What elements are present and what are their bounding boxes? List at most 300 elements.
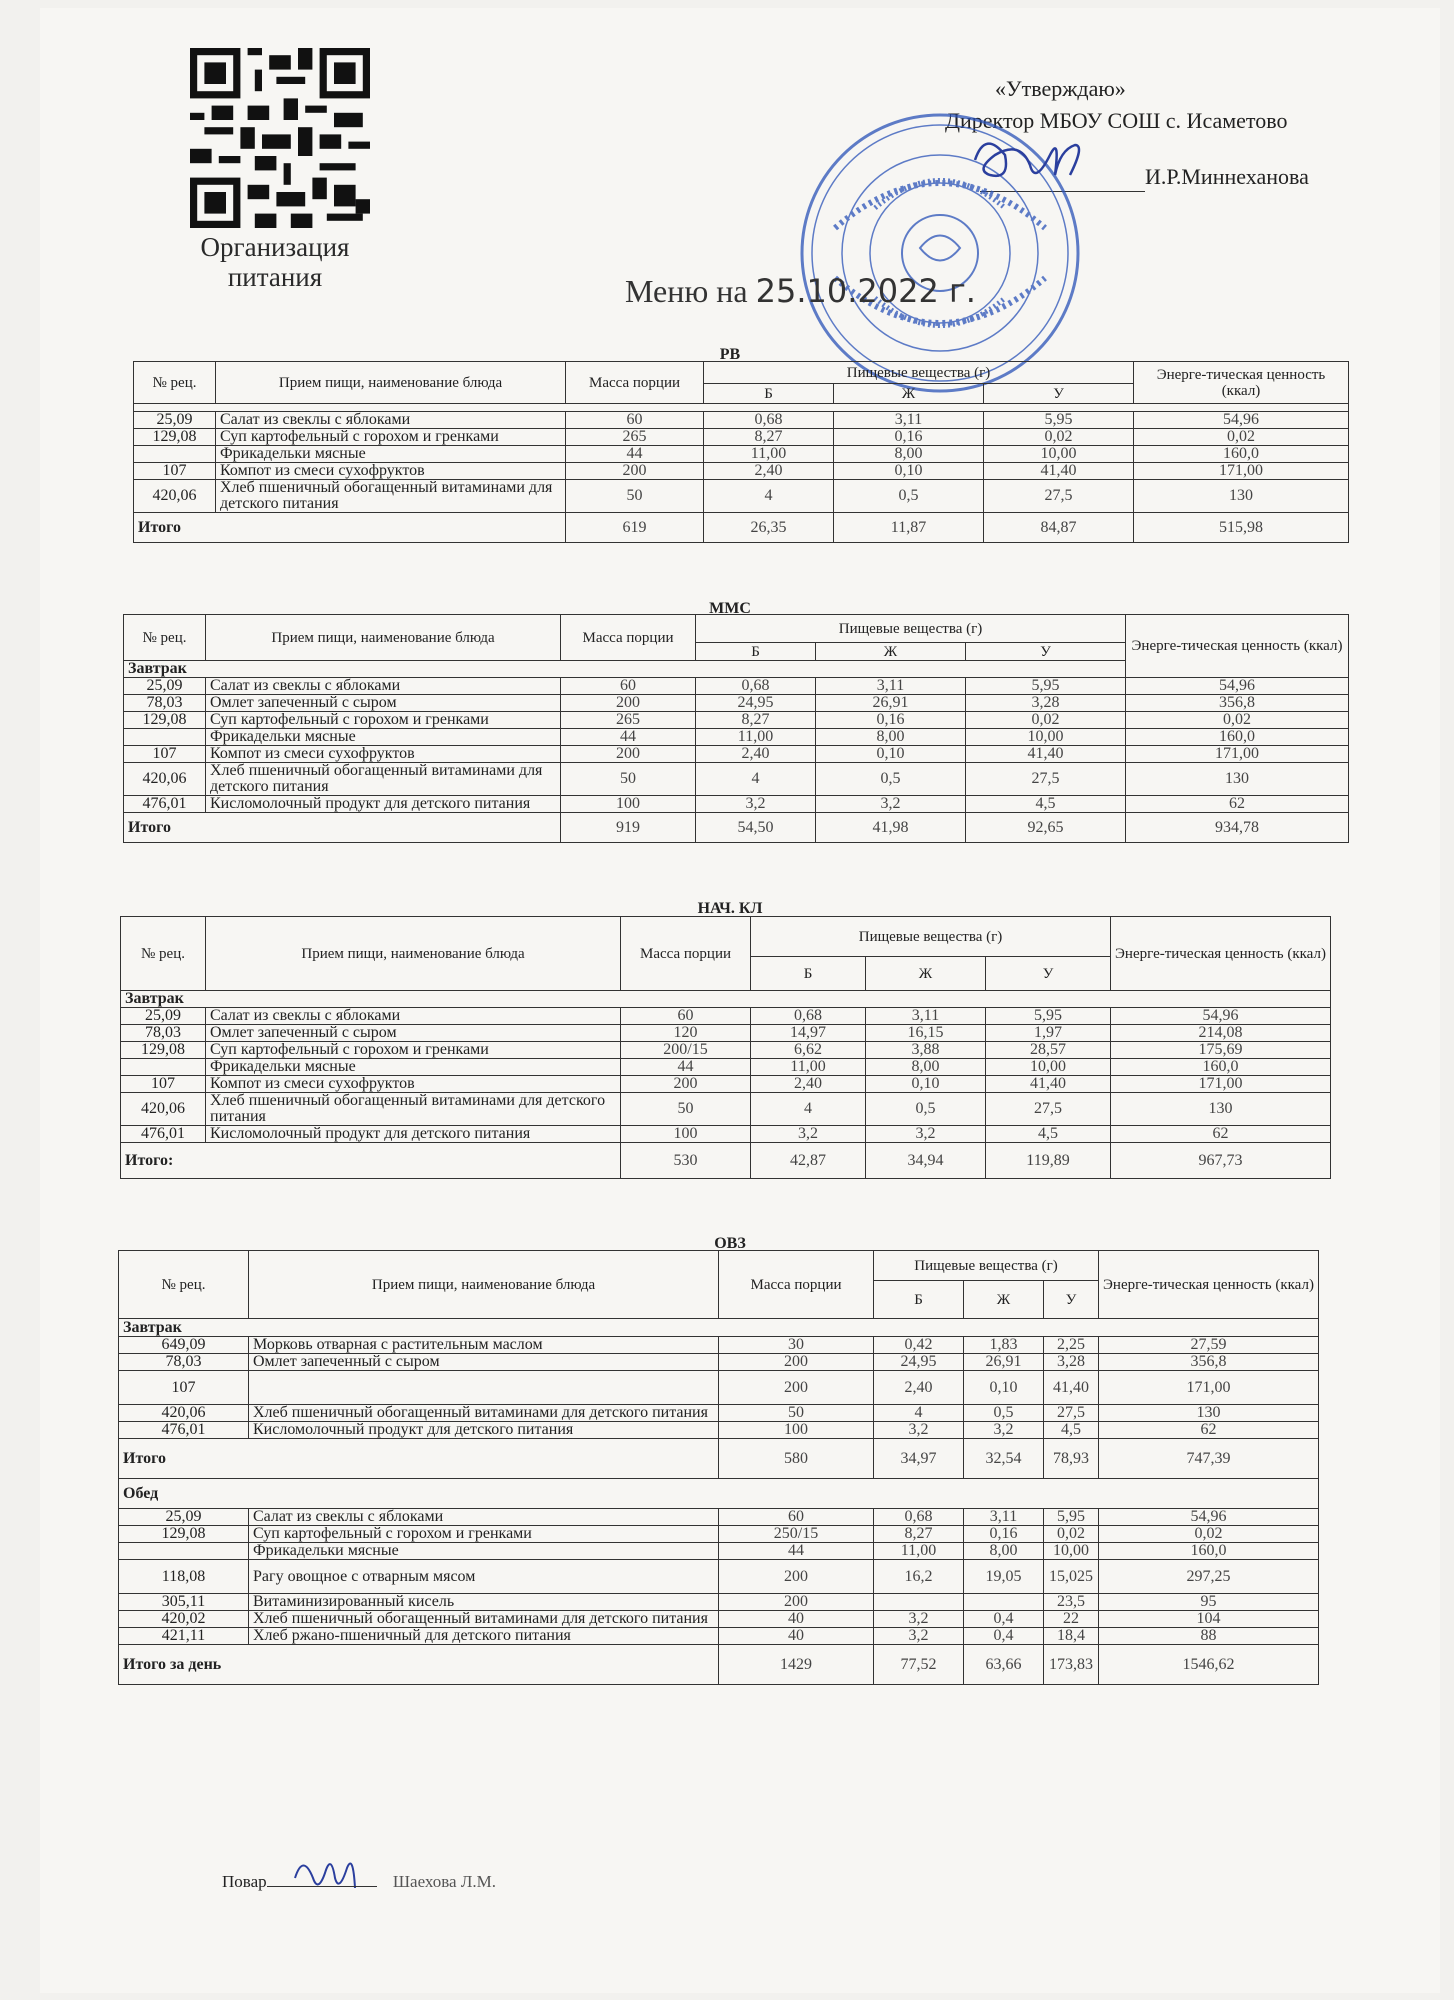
menu-table-nach-kl: № рец. Прием пищи, наименование блюда Масса порции Пищевые вещества (г) Энерге-тическая ценность (ккал) Б Ж У Завтрак 25,09 Салат из свеклы с яблоками 60 0,68 3,11 5,95 54,96 78,03 Омлет запеченный с сыром 120 14,97 16,15 1,97 214,08 129,08 Суп картофельный с горохом и гренками 200/15 6,62 3,88 28,57 175,69 Фрикадельки мясные 44 11,00 8,00 10,00 160,0 107 Компот из смеси сухофруктов 200 2,40 0,10 41,40 171,00 420,06 Хлеб пшеничный обогащенный витаминами для детского питания 50 4 0,5 27,5 130 476,01 Кисломолочный продукт для детского питания 100 3,2 3,2 4,5 62 Итого: 530 42,87 34,94 119,89 967,73 <box>120 916 1331 1179</box>
table-cell: 2,40 <box>874 1371 964 1405</box>
table-cell: 515,98 <box>1134 513 1349 543</box>
table-cell: Омлет запеченный с сыром <box>206 1025 621 1042</box>
menu-table-mms: № рец. Прием пищи, наименование блюда Масса порции Пищевые вещества (г) Энерге-тическая ценность (ккал) Б Ж У Завтрак 25,09 Салат из свеклы с яблоками 60 0,68 3,11 5,95 54,96 78,03 Омлет запеченный с сыром 200 24,95 26,91 3,28 356,8 129,08 Суп картофельный с горохом и гренками 265 8,27 0,16 0,02 0,02 Фрикадельки мясные 44 11,00 8,00 10,00 160,0 107 Компот из смеси сухофруктов 200 2,40 0,10 41,40 171,00 420,06 Хлеб пшеничный обогащенный витаминами для детского питания 50 4 0,5 27,5 130 476,01 Кисломолочный продукт для детского питания 100 3,2 3,2 4,5 62 Итого 919 54,50 41,98 92,65 934,78 <box>123 614 1349 843</box>
table-cell: 160,0 <box>1126 729 1349 746</box>
table-cell: 63,66 <box>964 1645 1044 1685</box>
total-row <box>121 1143 1331 1179</box>
table-row <box>121 1059 1331 1076</box>
table-cell: 476,01 <box>121 1126 206 1143</box>
table-cell: 18,4 <box>1044 1628 1099 1645</box>
table-cell: 129,08 <box>124 712 206 729</box>
table-cell: Хлеб ржано-пшеничный для детского питания <box>249 1628 719 1645</box>
table-cell: 0,5 <box>866 1093 986 1126</box>
table-cell: 34,97 <box>874 1439 964 1479</box>
table-cell: 200 <box>621 1076 751 1093</box>
table-cell: 3,11 <box>964 1509 1044 1526</box>
table-cell: 265 <box>561 712 696 729</box>
table-cell: 11,00 <box>751 1059 866 1076</box>
table-cell: 0,68 <box>704 412 834 429</box>
table-row <box>119 1543 1319 1560</box>
table-cell: 8,00 <box>964 1543 1044 1560</box>
table-cell: Хлеб пшеничный обогащенный витаминами для детского питания <box>249 1405 719 1422</box>
menu-title-label: Меню на <box>625 273 748 309</box>
table-cell: 200 <box>719 1594 874 1611</box>
table-row <box>124 796 1349 813</box>
table-row <box>134 463 1349 480</box>
table-cell: 107 <box>124 746 206 763</box>
table-cell: 0,10 <box>964 1371 1044 1405</box>
table-cell: 2,40 <box>751 1076 866 1093</box>
cook-name: Шаехова Л.М. <box>392 1872 496 1891</box>
table-cell: 129,08 <box>121 1042 206 1059</box>
table-cell: 171,00 <box>1134 463 1349 480</box>
table-row <box>119 1628 1319 1645</box>
total-row <box>124 813 1349 843</box>
table-cell: 1,83 <box>964 1337 1044 1354</box>
meal-label: Завтрак <box>124 661 1126 678</box>
table-row <box>121 1093 1331 1126</box>
table-cell: 118,08 <box>119 1560 249 1594</box>
table-cell: 10,00 <box>984 446 1134 463</box>
table-row <box>119 1611 1319 1628</box>
table-cell: 476,01 <box>124 796 206 813</box>
table-cell: 100 <box>621 1126 751 1143</box>
table-cell: 100 <box>719 1422 874 1439</box>
table-row <box>119 1560 1319 1594</box>
approve-heading: «Утверждаю» <box>995 76 1126 101</box>
table-cell: 305,11 <box>119 1594 249 1611</box>
table-cell <box>134 446 216 463</box>
table-cell: 8,00 <box>816 729 966 746</box>
table-cell: 3,2 <box>751 1126 866 1143</box>
table-cell: Омлет запеченный с сыром <box>249 1354 719 1371</box>
table-cell: 4 <box>696 763 816 796</box>
table-cell: Салат из свеклы с яблоками <box>206 1008 621 1025</box>
table-cell: 26,91 <box>816 695 966 712</box>
table-cell: Кисломолочный продукт для детского питания <box>249 1422 719 1439</box>
table-cell: 11,87 <box>834 513 984 543</box>
table-cell: 5,95 <box>986 1008 1111 1025</box>
table-row <box>119 1371 1319 1405</box>
table-cell: 27,5 <box>986 1093 1111 1126</box>
table-cell: 1,97 <box>986 1025 1111 1042</box>
table-cell: 41,98 <box>816 813 966 843</box>
meal-label: Завтрак <box>119 1319 1319 1337</box>
table-cell: 62 <box>1111 1126 1331 1143</box>
table-cell: 3,2 <box>816 796 966 813</box>
table-cell: 129,08 <box>134 429 216 446</box>
table-cell: 175,69 <box>1111 1042 1331 1059</box>
section-title-mms: ММС <box>709 600 751 617</box>
table-cell: 1429 <box>719 1645 874 1685</box>
table-cell: Итого: <box>121 1143 621 1179</box>
table-cell: 25,09 <box>134 412 216 429</box>
table-cell: 0,68 <box>696 678 816 695</box>
table-cell: 42,87 <box>751 1143 866 1179</box>
table-cell: Итого <box>134 513 566 543</box>
table-cell: 0,16 <box>816 712 966 729</box>
table-cell: 41,40 <box>986 1076 1111 1093</box>
table-cell: 4,5 <box>966 796 1126 813</box>
table-cell: 4 <box>874 1405 964 1422</box>
table-cell: Хлеб пшеничный обогащенный витаминами для детского питания <box>249 1611 719 1628</box>
table-cell: 25,09 <box>119 1509 249 1526</box>
table-cell: 580 <box>719 1439 874 1479</box>
table-cell: 967,73 <box>1111 1143 1331 1179</box>
table-cell: 8,00 <box>834 446 984 463</box>
table-cell: 54,96 <box>1099 1509 1319 1526</box>
table-cell: Салат из свеклы с яблоками <box>206 678 561 695</box>
table-cell: 30 <box>719 1337 874 1354</box>
table-cell: 0,02 <box>1099 1526 1319 1543</box>
table-cell: 0,5 <box>834 480 984 513</box>
table-cell: 160,0 <box>1134 446 1349 463</box>
table-cell: 6,62 <box>751 1042 866 1059</box>
table-row <box>134 446 1349 463</box>
table-row <box>124 729 1349 746</box>
table-row <box>119 1526 1319 1543</box>
table-cell: 8,27 <box>696 712 816 729</box>
table-cell: 3,11 <box>816 678 966 695</box>
table-cell: 54,96 <box>1126 678 1349 695</box>
table-cell: 25,09 <box>124 678 206 695</box>
table-row <box>124 746 1349 763</box>
table-cell: 129,08 <box>119 1526 249 1543</box>
table-cell: 214,08 <box>1111 1025 1331 1042</box>
table-cell: 11,00 <box>704 446 834 463</box>
table-cell: 3,28 <box>1044 1354 1099 1371</box>
table-cell: 530 <box>621 1143 751 1179</box>
table-cell <box>124 729 206 746</box>
table-cell: 44 <box>561 729 696 746</box>
total-row <box>134 513 1349 543</box>
table-cell: 120 <box>621 1025 751 1042</box>
table-cell: 88 <box>1099 1628 1319 1645</box>
table-cell: 0,4 <box>964 1628 1044 1645</box>
table-cell: 14,97 <box>751 1025 866 1042</box>
table-cell: 919 <box>561 813 696 843</box>
table-cell: 5,95 <box>966 678 1126 695</box>
table-cell: 649,09 <box>119 1337 249 1354</box>
table-row <box>119 1509 1319 1526</box>
approve-position: Директор МБОУ СОШ с. Исаметово <box>945 108 1288 133</box>
table-cell: 62 <box>1099 1422 1319 1439</box>
table-cell: 104 <box>1099 1611 1319 1628</box>
table-cell: 10,00 <box>1044 1543 1099 1560</box>
table-cell: 0,5 <box>816 763 966 796</box>
table-cell: 119,89 <box>986 1143 1111 1179</box>
table-cell: 54,50 <box>696 813 816 843</box>
table-cell: 62 <box>1126 796 1349 813</box>
table-cell: 4,5 <box>986 1126 1111 1143</box>
table-cell: 44 <box>621 1059 751 1076</box>
table-cell: 54,96 <box>1111 1008 1331 1025</box>
table-row <box>124 695 1349 712</box>
table-cell: Суп картофельный с горохом и гренками <box>216 429 566 446</box>
table-cell: Фрикадельки мясные <box>206 729 561 746</box>
table-cell: Морковь отварная с растительным маслом <box>249 1337 719 1354</box>
table-cell: 0,68 <box>751 1008 866 1025</box>
table-cell: 0,42 <box>874 1337 964 1354</box>
table-cell: 24,95 <box>874 1354 964 1371</box>
table-cell: 26,35 <box>704 513 834 543</box>
table-cell: 2,40 <box>704 463 834 480</box>
table-cell: Суп картофельный с горохом и гренками <box>206 712 561 729</box>
table-cell: 3,2 <box>696 796 816 813</box>
table-cell: 8,27 <box>874 1526 964 1543</box>
table-row <box>121 1126 1331 1143</box>
table-cell: 26,91 <box>964 1354 1044 1371</box>
director-name: И.Р.Миннеханова <box>1145 164 1309 189</box>
col-b: Б <box>704 384 834 404</box>
organization-label: Организация питания <box>200 232 350 292</box>
table-cell: 200 <box>719 1354 874 1371</box>
table-cell: 200/15 <box>621 1042 751 1059</box>
table-row <box>134 412 1349 429</box>
table-row <box>119 1337 1319 1354</box>
table-cell: 130 <box>1134 480 1349 513</box>
table-cell: 11,00 <box>696 729 816 746</box>
table-cell: Фрикадельки мясные <box>216 446 566 463</box>
table-cell: 27,5 <box>984 480 1134 513</box>
table-cell: 27,5 <box>966 763 1126 796</box>
table-cell: 130 <box>1126 763 1349 796</box>
director-signature <box>960 120 1100 210</box>
table-cell: 41,40 <box>984 463 1134 480</box>
table-cell: Хлеб пшеничный обогащенный витаминами для детского питания <box>206 1093 621 1126</box>
table-cell: 420,06 <box>121 1093 206 1126</box>
col-u: У <box>984 384 1134 404</box>
table-cell: Итого <box>124 813 561 843</box>
table-cell: 3,28 <box>966 695 1126 712</box>
table-cell: 41,40 <box>966 746 1126 763</box>
table-cell: Компот из смеси сухофруктов <box>216 463 566 480</box>
table-cell: 107 <box>134 463 216 480</box>
table-cell: 11,00 <box>874 1543 964 1560</box>
table-cell: 3,2 <box>874 1611 964 1628</box>
table-cell: 8,00 <box>866 1059 986 1076</box>
table-cell <box>964 1594 1044 1611</box>
table-cell: 2,40 <box>696 746 816 763</box>
table-cell: 3,2 <box>964 1422 1044 1439</box>
table-row <box>119 1405 1319 1422</box>
table-cell: 92,65 <box>966 813 1126 843</box>
table-cell: 0,16 <box>964 1526 1044 1543</box>
menu-title <box>625 272 976 310</box>
table-cell: 0,02 <box>966 712 1126 729</box>
table-row <box>121 1025 1331 1042</box>
table-cell: 265 <box>566 429 704 446</box>
table-cell: 0,68 <box>874 1509 964 1526</box>
table-row <box>119 1354 1319 1371</box>
table-cell: Хлеб пшеничный обогащенный витаминами для детского питания <box>216 480 566 513</box>
col-dish: Прием пищи, наименование блюда <box>216 362 566 404</box>
table-cell: 421,11 <box>119 1628 249 1645</box>
table-cell: 28,57 <box>986 1042 1111 1059</box>
col-energy: Энерге-тическая ценность (ккал) <box>1134 362 1349 404</box>
table-cell: 356,8 <box>1099 1354 1319 1371</box>
table-cell: 78,93 <box>1044 1439 1099 1479</box>
table-cell: 160,0 <box>1099 1543 1319 1560</box>
table-cell: 0,02 <box>984 429 1134 446</box>
table-cell: Кисломолочный продукт для детского питания <box>206 796 561 813</box>
table-cell: 0,5 <box>964 1405 1044 1422</box>
table-cell: Рагу овощное с отварным мясом <box>249 1560 719 1594</box>
table-cell: Суп картофельный с горохом и гренками <box>206 1042 621 1059</box>
col-code: № рец. <box>134 362 216 404</box>
table-cell: 19,05 <box>964 1560 1044 1594</box>
table-cell: 171,00 <box>1099 1371 1319 1405</box>
table-cell: 107 <box>119 1371 249 1405</box>
table-cell: 934,78 <box>1126 813 1349 843</box>
table-cell <box>874 1594 964 1611</box>
table-cell: 10,00 <box>986 1059 1111 1076</box>
table-cell: 200 <box>561 695 696 712</box>
table-cell: 171,00 <box>1111 1076 1331 1093</box>
table-cell: 3,88 <box>866 1042 986 1059</box>
table-cell: 200 <box>719 1371 874 1405</box>
table-cell: Итого <box>119 1439 719 1479</box>
table-row <box>119 1422 1319 1439</box>
table-cell: 200 <box>561 746 696 763</box>
menu-date: 25.10.2022 г. <box>755 272 976 310</box>
table-cell: 0,4 <box>964 1611 1044 1628</box>
table-cell: 100 <box>561 796 696 813</box>
table-cell: 5,95 <box>1044 1509 1099 1526</box>
qr-code <box>190 48 370 228</box>
table-cell: 78,03 <box>121 1025 206 1042</box>
table-cell: 34,94 <box>866 1143 986 1179</box>
table-cell: 60 <box>621 1008 751 1025</box>
table-cell: 160,0 <box>1111 1059 1331 1076</box>
table-cell: 4,5 <box>1044 1422 1099 1439</box>
table-cell: Витаминизированный кисель <box>249 1594 719 1611</box>
table-cell: 8,27 <box>704 429 834 446</box>
table-cell: 50 <box>561 763 696 796</box>
table-cell: 60 <box>561 678 696 695</box>
table-cell: 171,00 <box>1126 746 1349 763</box>
table-cell: 130 <box>1111 1093 1331 1126</box>
table-cell: 1546,62 <box>1099 1645 1319 1685</box>
table-cell: 40 <box>719 1628 874 1645</box>
table-cell: Компот из смеси сухофруктов <box>206 746 561 763</box>
total-row <box>119 1439 1319 1479</box>
table-cell: Кисломолочный продукт для детского питания <box>206 1126 621 1143</box>
table-cell: 200 <box>719 1560 874 1594</box>
menu-table-rv <box>133 361 1349 543</box>
table-cell: Фрикадельки мясные <box>249 1543 719 1560</box>
table-row <box>134 429 1349 446</box>
table-row <box>121 1042 1331 1059</box>
table-cell: 54,96 <box>1134 412 1349 429</box>
table-cell: Хлеб пшеничный обогащенный витаминами для детского питания <box>206 763 561 796</box>
table-row <box>121 1076 1331 1093</box>
table-cell: 0,02 <box>1126 712 1349 729</box>
table-cell: 3,2 <box>866 1126 986 1143</box>
cook-label: Повар <box>222 1872 267 1891</box>
table-cell: 77,52 <box>874 1645 964 1685</box>
table-cell: 2,25 <box>1044 1337 1099 1354</box>
table-cell: 3,11 <box>834 412 984 429</box>
table-cell: 95 <box>1099 1594 1319 1611</box>
section-title-ovz: ОВЗ <box>714 1235 746 1252</box>
table-cell: 16,15 <box>866 1025 986 1042</box>
table-cell: 84,87 <box>984 513 1134 543</box>
table-cell: 0,10 <box>834 463 984 480</box>
table-cell: 297,25 <box>1099 1560 1319 1594</box>
table-cell: 476,01 <box>119 1422 249 1439</box>
lunch-label: Обед <box>119 1479 1319 1509</box>
table-cell <box>121 1059 206 1076</box>
table-cell: 130 <box>1099 1405 1319 1422</box>
section-title-nach-kl: НАЧ. КЛ <box>697 900 763 917</box>
table-cell <box>119 1543 249 1560</box>
table-cell: Итого за день <box>119 1645 719 1685</box>
table-cell: 747,39 <box>1099 1439 1319 1479</box>
table-cell: 420,02 <box>119 1611 249 1628</box>
table-cell: 0,10 <box>816 746 966 763</box>
table-cell: 15,025 <box>1044 1560 1099 1594</box>
table-cell: 27,59 <box>1099 1337 1319 1354</box>
table-cell: 10,00 <box>966 729 1126 746</box>
table-cell: 41,40 <box>1044 1371 1099 1405</box>
meal-label: Завтрак <box>121 991 1331 1008</box>
table-cell: 173,83 <box>1044 1645 1099 1685</box>
col-nutrients: Пищевые вещества (г) <box>704 362 1134 384</box>
table-row <box>119 1594 1319 1611</box>
table-cell: 0,02 <box>1044 1526 1099 1543</box>
section-title-rv: РВ <box>719 346 741 363</box>
table-cell: 356,8 <box>1126 695 1349 712</box>
table-cell: 5,95 <box>984 412 1134 429</box>
table-cell: 44 <box>719 1543 874 1560</box>
table-cell: 40 <box>719 1611 874 1628</box>
table-row <box>121 1008 1331 1025</box>
table-cell: Суп картофельный с горохом и гренками <box>249 1526 719 1543</box>
table-row <box>134 480 1349 513</box>
table-cell: Фрикадельки мясные <box>206 1059 621 1076</box>
table-row <box>124 678 1349 695</box>
table-cell <box>249 1371 719 1405</box>
table-cell: 25,09 <box>121 1008 206 1025</box>
table-cell: 50 <box>719 1405 874 1422</box>
table-cell: Омлет запеченный с сыром <box>206 695 561 712</box>
col-mass: Масса порции <box>566 362 704 404</box>
table-cell: 3,2 <box>874 1628 964 1645</box>
table-cell: 0,16 <box>834 429 984 446</box>
table-cell: 420,06 <box>124 763 206 796</box>
table-cell: 32,54 <box>964 1439 1044 1479</box>
table-cell: 250/15 <box>719 1526 874 1543</box>
table-cell: 4 <box>704 480 834 513</box>
table-cell: 50 <box>566 480 704 513</box>
footer <box>222 1872 496 1892</box>
table-cell: 200 <box>566 463 704 480</box>
table-cell: 420,06 <box>119 1405 249 1422</box>
table-cell: 22 <box>1044 1611 1099 1628</box>
table-cell: 107 <box>121 1076 206 1093</box>
table-cell: 4 <box>751 1093 866 1126</box>
table-cell: 60 <box>566 412 704 429</box>
table-cell: 3,2 <box>874 1422 964 1439</box>
col-zh: Ж <box>834 384 984 404</box>
menu-table-ovz: № рец. Прием пищи, наименование блюда Масса порции Пищевые вещества (г) Энерге-тическая ценность (ккал) Б Ж У Завтрак 649,09 Морковь отварная с растительным маслом 30 0,42 1,83 2,25 27,59 78,03 Омлет запеченный с сыром 200 24,95 26,91 3,28 356,8 107 200 2,40 0,10 41,40 171,00 420,06 Хлеб пшеничный обогащенный витаминами для детского питания 50 4 0,5 27,5 130 476,01 Кисломолочный продукт для детского питания 100 3,2 3,2 4,5 62 Итого 580 34,97 32,54 78,93 747,39 Обед 25,09 Салат из свеклы с яблоками 60 0,68 3,11 5,95 54,96 129,08 Суп картофельный с горохом и гренками 250/15 8,27 0,16 0,02 0,02 Фрикадельки мясные 44 11,00 8,00 10,00 160,0 118,08 Рагу овощное с отварным мясом 200 16,2 19,05 15,025 297,25 305,11 Витаминизированный кисель 200 23,5 95 420,02 Хлеб пшеничный обогащенный витаминами для детского питания 40 3,2 0,4 22 104 421,11 Хлеб ржано-пшеничный для детского питания 40 3,2 0,4 18,4 88 Итого за день 1429 77,52 63,66 173,83 1546,62 <box>118 1250 1319 1685</box>
table-cell: 420,06 <box>134 480 216 513</box>
table-cell: 23,5 <box>1044 1594 1099 1611</box>
table-cell: 78,03 <box>119 1354 249 1371</box>
day-total-row <box>119 1645 1319 1685</box>
table-cell: 3,11 <box>866 1008 986 1025</box>
